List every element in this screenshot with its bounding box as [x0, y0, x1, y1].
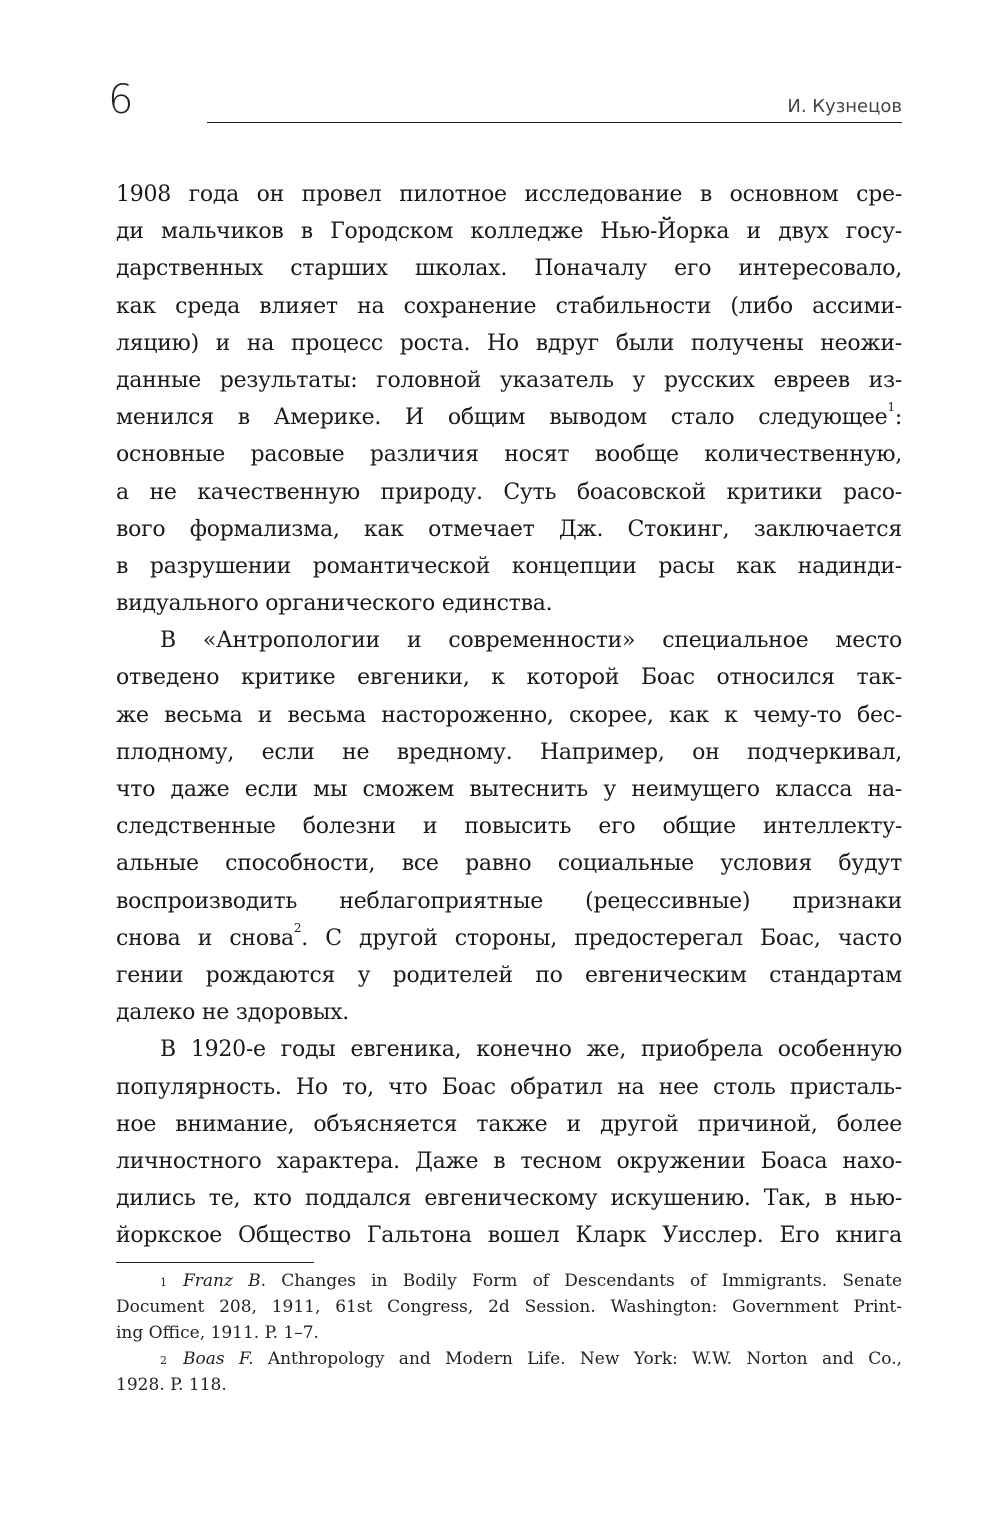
text-fragment: снова и снова [116, 925, 294, 951]
running-head-author: И. Кузнецов [787, 96, 902, 117]
text-line: как среда влияет на сохранение стабильности (либо ассими- [116, 293, 902, 319]
header-rule [207, 122, 902, 123]
text-line: личностного характера. Даже в тесном окружении Боаса нахо- [116, 1148, 902, 1174]
text-line: далеко не здоровых. [116, 1000, 349, 1026]
text-line: видуального органического единства. [116, 591, 553, 617]
footnote-text: Changes in Bodily Form of Descendants of Immigrants. Senate [281, 1271, 903, 1291]
footnote-rule [116, 1262, 314, 1263]
footnote-author: Franz B. [183, 1271, 267, 1291]
body-text [116, 176, 902, 1254]
text-line [116, 399, 902, 436]
text-line: В «Антропологии и современности» специальное место [160, 628, 902, 654]
text-line: следственные болезни и повысить его общие интеллекту- [116, 814, 902, 840]
text-line: в разрушении романтической концепции расы как надинди- [116, 553, 902, 579]
text-line: альные способности, все равно социальные условия будут [116, 851, 902, 877]
text-fragment: . С другой стороны, предостерегал Боас, часто [301, 925, 902, 951]
footnote-2-line [116, 1346, 902, 1372]
text-line: популярность. Но то, что Боас обратил на нее столь присталь- [116, 1074, 902, 1100]
text-line: ди мальчиков в Городском колледже Нью-Йорка и двух госу- [116, 219, 902, 245]
text-line: дились те, кто поддался евгеническому искушению. Так, в нью- [116, 1186, 902, 1212]
text-line: данные результаты: головной указатель у русских евреев из- [116, 367, 902, 393]
footnote-text: Anthropology and Modern Life. New York: W.W. Norton and Co., [267, 1349, 903, 1369]
footnote-2-line: 1928. P. 118. [116, 1375, 227, 1395]
footnote-1-line [116, 1268, 902, 1294]
footnote-number: 1 [160, 1276, 167, 1289]
footnotes [116, 1268, 902, 1398]
footnote-ref-2: 2 [293, 920, 302, 935]
footnote-1-line: ing Office, 1911. P. 1–7. [116, 1323, 319, 1343]
page-number: 6 [108, 77, 134, 123]
footnote-number: 2 [160, 1354, 167, 1367]
text-line: основные расовые различия носят вообще количественную, [116, 442, 902, 468]
text-line: что даже если мы сможем вытеснить у неимущего класса на- [116, 777, 902, 802]
text-line: ляцию) и на процесс роста. Но вдруг были получены неожи- [116, 330, 902, 356]
text-line: вого формализма, как отмечает Дж. Стокинг, заключается [116, 516, 902, 542]
text-line: ное внимание, объясняется также и другой причиной, более [116, 1111, 902, 1137]
text-line [116, 920, 902, 957]
text-line: дарственных старших школах. Поначалу его интересовало, [116, 256, 902, 282]
text-line: же весьма и весьма настороженно, скорее, как к чему-то бес- [116, 702, 902, 728]
text-line: йоркское Общество Гальтона вошел Кларк Уисслер. Его книга [116, 1223, 902, 1249]
footnote-ref-1: 1 [887, 400, 895, 415]
text-line: гении рождаются у родителей по евгеническим стандартам [116, 962, 902, 988]
text-fragment: менился в Америке. И общим выводом стало следующее [116, 405, 888, 431]
footnote-1-line: Document 208, 1911, 61st Congress, 2d Session. Washington: Government Print- [116, 1297, 902, 1317]
footnote-author: Boas F. [183, 1349, 254, 1369]
text-line: а не качественную природу. Суть боасовской критики расо- [116, 479, 902, 505]
text-line: отведено критике евгеники, к которой Боас относился так- [116, 665, 902, 691]
text-line: воспроизводить неблагоприятные (рецессивные) признаки [116, 888, 902, 914]
text-line: В 1920-е годы евгеника, конечно же, приобрела особенную [160, 1037, 902, 1063]
text-line: 1908 года он провел пилотное исследование в основном сре- [116, 182, 902, 207]
text-fragment: : [894, 405, 902, 431]
text-line: плодному, если не вредному. Например, он подчеркивал, [116, 739, 902, 765]
